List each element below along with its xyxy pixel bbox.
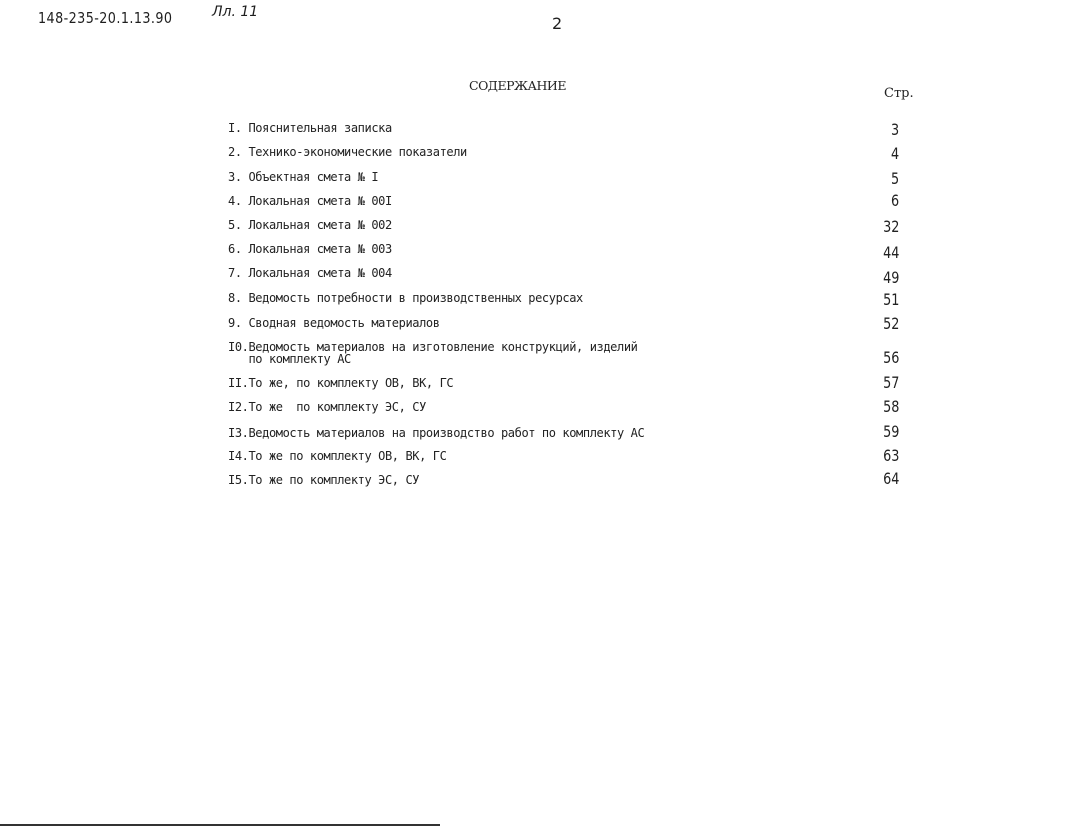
toc-entry-label: 6. Локальная смета № 003 (228, 242, 392, 256)
toc-entry-label: I. Пояснительная записка (228, 121, 392, 135)
sheet-note: Лл. 11 (212, 4, 259, 20)
toc-entry-page: 44 (882, 243, 899, 262)
toc-entry-page: 57 (882, 373, 899, 392)
toc-entry-label: 2. Технико-экономические показатели (228, 145, 467, 159)
toc-entry-page: 63 (882, 446, 899, 465)
toc-entry-page: 64 (882, 469, 899, 488)
page-column-label: Стр. (884, 86, 914, 101)
toc-entry-page: 49 (882, 268, 899, 287)
toc-entry-label: 9. Сводная ведомость материалов (228, 316, 440, 330)
toc-entry-label: II.То же, по комплекту ОВ, ВК, ГС (228, 376, 454, 390)
toc-entry-page: 5 (890, 169, 899, 188)
toc-entry-label: 5. Локальная смета № 002 (228, 218, 392, 232)
toc-entry-label: I4.То же по комплекту ОВ, ВК, ГС (228, 449, 447, 463)
toc-entry-page: 3 (890, 120, 899, 139)
toc-entry-label: 3. Объектная смета № I (228, 170, 379, 184)
toc-entry-page: 32 (882, 217, 899, 236)
toc-entry-page: 51 (882, 290, 899, 309)
toc-entry-label: 8. Ведомость потребности в производственных ресурсах (228, 291, 583, 305)
page-number: 2 (552, 14, 563, 33)
toc-entry-label: I2.То же по комплекту ЭС, СУ (228, 400, 426, 414)
toc-entry-label: I0.Ведомость материалов на изготовление конструкций, изделий по комплекту АС (228, 340, 638, 366)
toc-entry-page: 59 (882, 422, 899, 441)
toc-entry-page: 58 (882, 397, 899, 416)
bottom-rule (0, 824, 440, 826)
toc-entry-page: 52 (882, 314, 899, 333)
toc-entry-label: I3.Ведомость материалов на производство работ по комплекту АС (228, 426, 645, 440)
page-title: СОДЕРЖАНИЕ (469, 78, 566, 93)
toc-entry-page: 6 (890, 191, 899, 210)
toc-entry-label: I5.То же по комплекту ЭС, СУ (228, 473, 420, 487)
toc-entry-label: 4. Локальная смета № 00I (228, 194, 392, 208)
toc-entry-label: 7. Локальная смета № 004 (228, 266, 392, 280)
toc-entry-page: 56 (882, 348, 899, 367)
toc-entry-page: 4 (890, 144, 899, 163)
document-code: 148-235-20.1.13.90 (38, 9, 173, 27)
